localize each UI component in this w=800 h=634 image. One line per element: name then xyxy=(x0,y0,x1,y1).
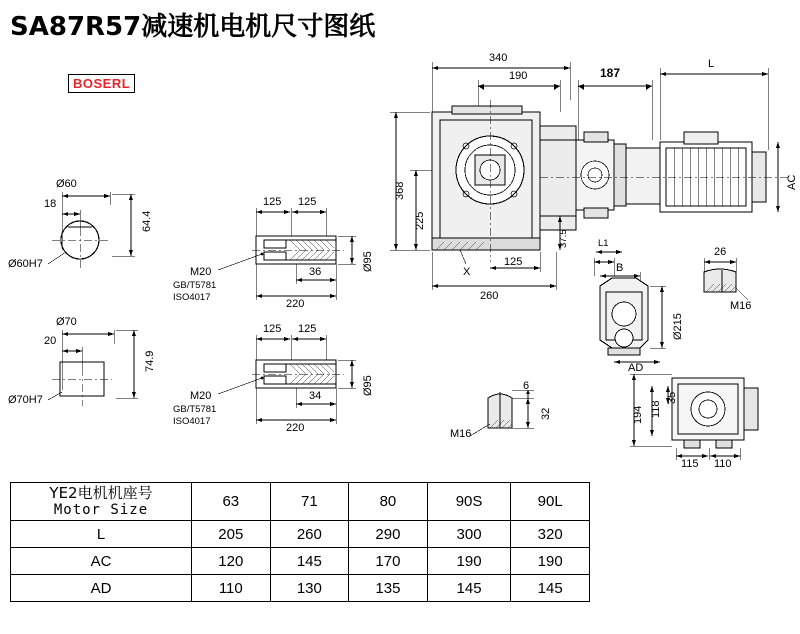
dim-110: 110 xyxy=(714,458,732,470)
dim-hub-bottom-220: 220 xyxy=(286,422,305,434)
dim-X: X xyxy=(463,266,471,278)
table-cell: 110 xyxy=(192,575,271,602)
table-cell: 130 xyxy=(270,575,349,602)
dim-shaft70-height: 74.9 xyxy=(144,350,156,372)
table-cell: 145 xyxy=(427,575,511,602)
dim-shaft60-diameter: Ø60 xyxy=(56,178,77,190)
dim-118: 118 xyxy=(650,400,662,418)
table-header-en: Motor Size xyxy=(53,502,149,519)
dim-shaft60-bore: Ø60H7 xyxy=(8,258,43,270)
table-header-label xyxy=(11,483,192,521)
dim-26: 26 xyxy=(714,246,727,258)
dim-hub-top-std1: GB/T5781 xyxy=(173,280,217,291)
table-col-3: 90S xyxy=(427,483,511,521)
dim-hub-bottom-thread: M20 xyxy=(190,390,212,402)
dim-260: 260 xyxy=(480,290,499,302)
dim-M16-bottom: M16 xyxy=(450,428,472,440)
dim-AD: AD xyxy=(628,362,644,374)
table-col-4: 90L xyxy=(511,483,590,521)
table-row-label-AD: AD xyxy=(11,575,192,602)
table-cell: 300 xyxy=(427,521,511,548)
dim-hub-bottom-125a: 125 xyxy=(263,323,282,335)
table-row-label-AC: AC xyxy=(11,548,192,575)
dim-shaft70-bore: Ø70H7 xyxy=(8,394,43,406)
table-cell: 120 xyxy=(192,548,271,575)
dim-340: 340 xyxy=(489,52,508,64)
table-cell: 190 xyxy=(427,548,511,575)
dim-hub-top-95: Ø95 xyxy=(362,251,374,272)
dim-35: 35 xyxy=(666,391,678,404)
dim-shaft60-height: 64.4 xyxy=(141,210,153,232)
table-header-row xyxy=(11,483,590,521)
dim-hub-bottom-125b: 125 xyxy=(298,323,317,335)
dim-shaft70-diameter: Ø70 xyxy=(56,316,77,328)
table-col-1: 71 xyxy=(270,483,349,521)
dim-215: Ø215 xyxy=(672,313,684,340)
table-cell: 205 xyxy=(192,521,271,548)
dim-hub-bottom-std1: GB/T5781 xyxy=(173,404,217,415)
motor-size-table xyxy=(10,482,590,602)
table-cell: 290 xyxy=(349,521,428,548)
dim-shaft70-key-width: 20 xyxy=(44,335,57,347)
dim-hub-bottom-34: 34 xyxy=(309,390,322,402)
dim-hub-top-220: 220 xyxy=(286,298,305,310)
dim-190: 190 xyxy=(509,70,528,82)
dim-hub-bottom-std2: ISO4017 xyxy=(173,416,211,427)
table-row xyxy=(11,575,590,602)
table-cell: 145 xyxy=(270,548,349,575)
table-col-0: 63 xyxy=(192,483,271,521)
dim-L: L xyxy=(708,58,715,70)
dim-hub-bottom-95: Ø95 xyxy=(362,375,374,396)
brand-logo: BOSERL xyxy=(68,74,135,93)
dim-shaft60-key-width: 18 xyxy=(44,198,57,210)
dim-hub-top-125b: 125 xyxy=(298,196,317,208)
dim-32: 32 xyxy=(540,407,552,420)
dim-hub-top-36: 36 xyxy=(309,266,322,278)
table-row xyxy=(11,521,590,548)
table-cell: 320 xyxy=(511,521,590,548)
dim-368: 368 xyxy=(394,181,406,200)
dim-L1: L1 xyxy=(598,238,609,249)
dim-hub-top-125a: 125 xyxy=(263,196,282,208)
dim-M16-right: M16 xyxy=(730,300,752,312)
table-row-label-L: L xyxy=(11,521,192,548)
dim-194: 194 xyxy=(632,405,644,424)
dim-225: 225 xyxy=(414,211,426,230)
dim-125-mid: 125 xyxy=(504,256,523,268)
dim-187: 187 xyxy=(600,66,621,80)
page-title: SA87R57减速机电机尺寸图纸 xyxy=(10,12,376,42)
table-cell: 135 xyxy=(349,575,428,602)
dim-AC: AC xyxy=(786,174,798,190)
table-col-2: 80 xyxy=(349,483,428,521)
dim-115: 115 xyxy=(681,458,699,470)
dim-hub-top-std2: ISO4017 xyxy=(173,292,211,303)
table-cell: 260 xyxy=(270,521,349,548)
table-cell: 170 xyxy=(349,548,428,575)
dim-6: 6 xyxy=(523,380,530,392)
table-cell: 145 xyxy=(511,575,590,602)
dim-hub-top-thread: M20 xyxy=(190,266,212,278)
dim-37-5: 37.5 xyxy=(558,229,569,248)
table-header-cn: YE2电机机座号 xyxy=(49,484,153,502)
table-row xyxy=(11,548,590,575)
dim-B: B xyxy=(616,262,624,274)
table-cell: 190 xyxy=(511,548,590,575)
